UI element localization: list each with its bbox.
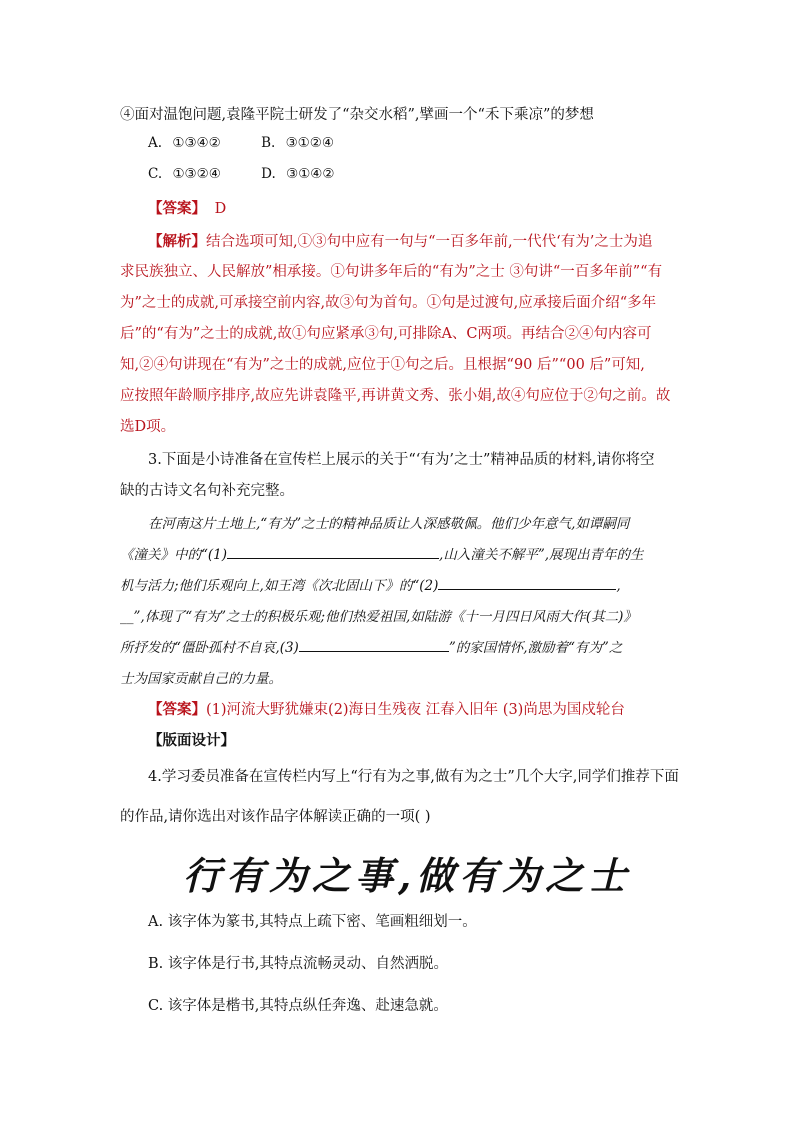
q4-stem-line-2: 的作品,请你选出对该作品字体解读正确的一项( ) [120,809,431,825]
q3-stem-line-2: 缺的古诗文名句补充完整。 [120,483,294,499]
option-c-letter: C. [148,166,163,182]
q3-material-line-4: __”,体现了“有为”之士的积极乐观;他们热爱祖国,如陆游《十一月四日风雨大作(其二)》 [120,609,637,625]
section-tag-layout-design: 【版面设计】 [148,732,235,749]
q2-answer [148,197,226,218]
q2-analysis-line-3: 为”之士的成就,可承接空前内容,故③句为首句。①句是过渡句,应承接后面介绍“多年 [120,295,657,311]
blank-3[interactable] [299,637,449,652]
q3-material-line-2: 《潼关》中的“(1) ,山入潼关不解平”,展现出青年的生 [120,543,644,563]
answer-text: (1)河流大野犹嫌束(2)海日生残夜 江春入旧年 (3)尚思为国戍轮台 [206,702,625,718]
q2-options-row-1 [148,135,334,151]
q3-material-line-1: 在河南这片土地上,“有为”之士的精神品质让人深感敬佩。他们少年意气,如谭嗣同 [148,516,630,532]
blank-1[interactable] [227,544,439,559]
q2-analysis-line-6: 应按照年龄顺序排序,故应先讲袁隆平,再讲黄文秀、张小娟,故④句应位于②句之前。故 [120,388,671,404]
answer-value: D [214,201,227,217]
q3-material-line-5: 所抒发的“僵卧孤村不自哀,(3) ”的家国情怀,激励着“有为”之 [120,636,622,656]
option-b-letter: B. [261,135,276,151]
q2-analysis-line-2: 求民族独立、人民解放”相承接。①句讲多年后的“有为”之士 ③句讲“一百多年前”“有 [120,264,663,280]
option-d-text: ③①④② [286,166,335,182]
q4-option-a: A. 该字体为篆书,其特点上疏下密、笔画粗细划一。 [148,914,477,930]
q3-material-line-6: 士为国家贡献自己的力量。 [120,671,282,687]
q2-analysis-line-4: 后”的“有为”之士的成就,故①句应紧承③句,可排除A、C两项。再结合②④句内容可 [120,326,652,342]
q2-options-row-2 [148,166,335,182]
blank-2[interactable] [438,575,616,590]
q2-analysis-line-5: 知,②④句讲现在“有为”之士的成就,应位于①句之后。且根据“90 后”“00 后”可知, [120,357,645,373]
q3-stem-line-1: 3.下面是小诗准备在宣传栏上展示的关于“‘有为’之士”精神品质的材料,请你将空 [148,452,655,468]
q4-stem-line-1: 4.学习委员准备在宣传栏内写上“行有为之事,做有为之士”几个大字,同学们推荐下面 [148,769,679,785]
q3-answer [148,698,625,719]
q4-option-b: B. 该字体是行书,其特点流畅灵动、自然洒脱。 [148,956,448,972]
analysis-tag: 【解析】 [148,233,206,250]
calligraphy-artwork: 行有为之事,做有为之士 [183,853,632,898]
q2-analysis-line-7: 选D项。 [120,419,176,435]
q2-analysis-line-1: 【解析】结合选项可知,①③句中应有一句与“一百多年前,一代代‘有为’之士为追 [148,233,653,250]
q3-material-line-3: 机与活力;他们乐观向上,如王湾《次北固山下》的“(2) , [120,574,621,594]
q2-item-4: ④面对温饱问题,袁隆平院士研发了“杂交水稻”,擘画一个“禾下乘凉”的梦想 [120,107,594,123]
answer-tag: 【答案】 [148,701,206,718]
option-a-letter: A. [148,135,163,151]
answer-tag: 【答案】 [148,200,206,217]
option-a-text: ①③④② [172,135,221,151]
option-b-text: ③①②④ [285,135,334,151]
option-d-letter: D. [261,166,276,182]
q4-option-c: C. 该字体是楷书,其特点纵任奔逸、赴速急就。 [148,998,448,1014]
option-c-text: ①③②④ [172,166,221,182]
